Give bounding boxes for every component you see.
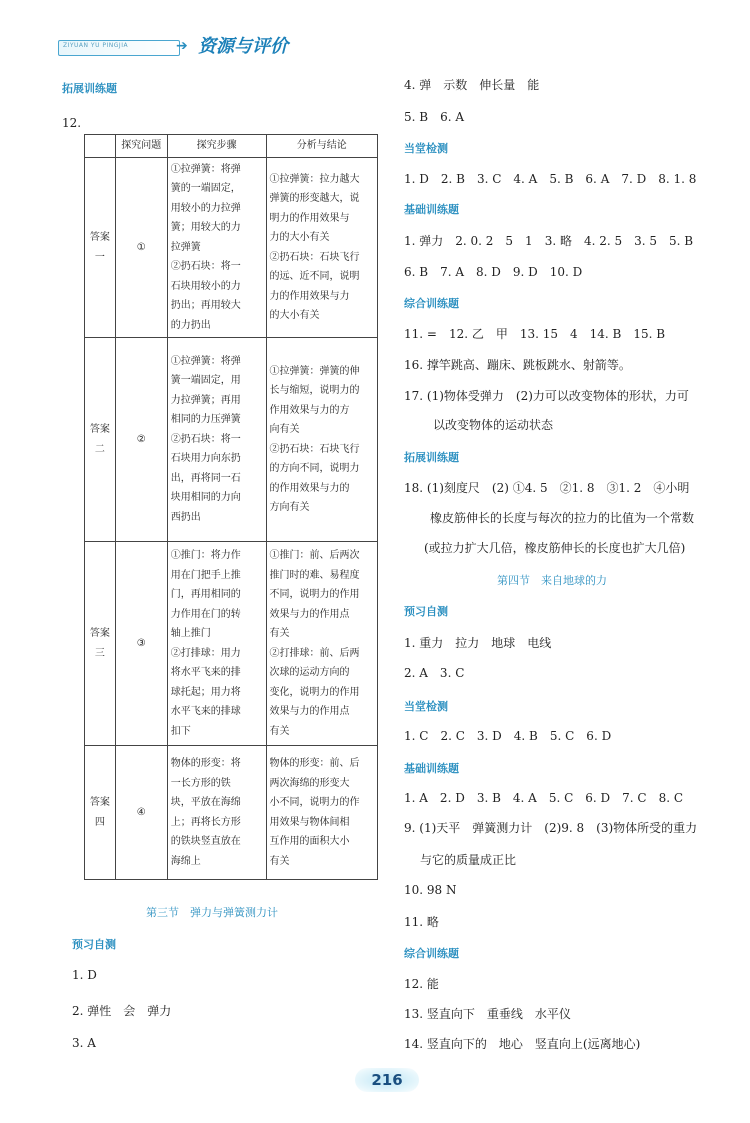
- section-title-dangtang-2: 当堂检测: [404, 700, 448, 713]
- table-row: [85, 158, 378, 338]
- table-header-cell: 探究问题: [115, 135, 167, 158]
- answer-label: 答案 一: [85, 158, 116, 338]
- answer-line: 14. 竖直向下的 地心 竖直向上(远离地心): [404, 1037, 641, 1051]
- answer-label: 答案 三: [85, 542, 116, 746]
- answer-line: 3. A: [72, 1036, 96, 1050]
- header-banner: [58, 40, 180, 56]
- answer-line: 以改变物体的运动状态: [433, 418, 554, 432]
- steps-cell: 物体的形变：将 一长方形的铁 块，平放在海绵 上；再将长方形 的铁块竖直放在 海绵上: [167, 746, 266, 880]
- conclusion-cell: ①拉弹簧：拉力越大 弹簧的形变越大，说 明力的作用效果与 力的大小有关 ②扔石块：石块飞行 的远、近不同，说明 力的作用效果与力 的大小有关: [266, 158, 377, 338]
- answer-line: 18. (1)刻度尺 (2) ①4. 5 ②1. 8 ③1. 2 ④小明: [404, 481, 690, 495]
- table-header-cell: 探究步骤: [167, 135, 266, 158]
- answer-line: 5. B 6. A: [404, 110, 465, 124]
- steps-cell: ①拉弹簧：将弹 簧一端固定，用 力拉弹簧；再用 相同的力压弹簧 ②扔石块：将一 石块用力向东扔 出，再将同一石 块用相同的力向 西扔出: [167, 338, 266, 542]
- table-header-cell: [85, 135, 116, 158]
- section-title-dangtang: 当堂检测: [404, 142, 448, 155]
- page-number: 216: [355, 1068, 419, 1092]
- answer-line: 12. 能: [404, 977, 439, 991]
- answer-line: 橡皮筋伸长的长度与每次的拉力的比值为一个常数: [430, 511, 695, 525]
- section-title-zonghe-2: 综合训练题: [404, 947, 459, 960]
- table-row: [85, 542, 378, 746]
- answer-line: (或拉力扩大几倍，橡皮筋伸长的长度也扩大几倍): [424, 541, 686, 555]
- answer-line: 1. 重力 拉力 地球 电线: [404, 636, 552, 650]
- table-header-cell: 分析与结论: [266, 135, 377, 158]
- answer-line: 11. 略: [404, 915, 439, 929]
- answer-line: 9. (1)天平 弹簧测力计 (2)9. 8 (3)物体所受的重力: [404, 821, 698, 835]
- section-title-yuxi-2: 预习自测: [404, 605, 448, 618]
- chapter-title-3: 第三节 弹力与弹簧测力计: [146, 906, 278, 919]
- answer-line: 1. 弹力 2. 0. 2 5 1 3. 略 4. 2. 5 3. 5 5. B: [404, 234, 694, 248]
- question-number: ②: [115, 338, 167, 542]
- header-title: 资源与评价: [198, 36, 288, 57]
- page-header: [58, 28, 318, 62]
- answer-line: 13. 竖直向下 重垂线 水平仪: [404, 1007, 571, 1021]
- section-title-jichu-2: 基础训练题: [404, 762, 459, 775]
- steps-cell: ①推门：将力作 用在门把手上推 门，再用相同的 力作用在门的转 轴上推门 ②打排球：用力 将水平飞来的排 球托起；用力将 水平飞来的排球 扣下: [167, 542, 266, 746]
- header-banner-text: ZIYUAN YU PINGJIA: [63, 42, 129, 49]
- section-title-tuozhan: 拓展训练题: [62, 82, 117, 95]
- question-number: ①: [115, 158, 167, 338]
- section-title-yuxi: 预习自测: [72, 938, 116, 951]
- answer-label: 答案 二: [85, 338, 116, 542]
- answer-line: 11. = 12. 乙 甲 13. 15 4 14. B 15. B: [404, 327, 666, 341]
- section-title-zonghe: 综合训练题: [404, 297, 459, 310]
- answer-line: 16. 撑竿跳高、蹦床、跳板跳水、射箭等。: [404, 358, 631, 372]
- answer-line: 6. B 7. A 8. D 9. D 10. D: [404, 265, 583, 279]
- chapter-title-4: 第四节 来自地球的力: [497, 574, 607, 587]
- answer-line: 2. 弹性 会 弹力: [72, 1004, 172, 1018]
- table-row: [85, 746, 378, 880]
- answer-line: 1. D 2. B 3. C 4. A 5. B 6. A 7. D 8. 1. 8: [404, 172, 697, 186]
- conclusion-cell: ①拉弹簧：弹簧的伸 长与缩短，说明力的 作用效果与力的方 向有关 ②扔石块：石块飞行 的方向不同，说明力 的作用效果与力的 方向有关: [266, 338, 377, 542]
- answer-line: 1. A 2. D 3. B 4. A 5. C 6. D 7. C 8. C: [404, 791, 684, 805]
- conclusion-cell: ①推门：前、后两次 推门时的难、易程度 不同，说明力的作用 效果与力的作用点 有关 ②打排球：前、后两 次球的运动方向的 变化，说明力的作用 效果与力的作用点 有关: [266, 542, 377, 746]
- table-header-row: [85, 135, 378, 158]
- section-title-tuozhan-2: 拓展训练题: [404, 451, 459, 464]
- question-number: ④: [115, 746, 167, 880]
- answer-line: 17. (1)物体受弹力 (2)力可以改变物体的形状，力可: [404, 389, 689, 403]
- experiment-table: [84, 134, 378, 880]
- section-title-jichu: 基础训练题: [404, 203, 459, 216]
- answer-line: 2. A 3. C: [404, 666, 465, 680]
- conclusion-cell: 物体的形变：前、后 两次海绵的形变大 小不同，说明力的作 用效果与物体间相 互作用的面积大小 有关: [266, 746, 377, 880]
- arrow-icon: ➔: [176, 38, 188, 54]
- answer-line: 1. D: [72, 968, 97, 982]
- answer-line: 与它的质量成正比: [420, 853, 517, 867]
- answer-line: 1. C 2. C 3. D 4. B 5. C 6. D: [404, 729, 612, 743]
- answer-line: 10. 98 N: [404, 883, 457, 897]
- question-number: ③: [115, 542, 167, 746]
- answer-label: 答案 四: [85, 746, 116, 880]
- item-12-label: 12.: [62, 116, 82, 130]
- table-row: [85, 338, 378, 542]
- answer-line: 4. 弹 示数 伸长量 能: [404, 78, 540, 92]
- steps-cell: ①拉弹簧：将弹 簧的一端固定， 用较小的力拉弹 簧；用较大的力 拉弹簧 ②扔石块：将一 石块用较小的力 扔出；再用较大 的力扔出: [167, 158, 266, 338]
